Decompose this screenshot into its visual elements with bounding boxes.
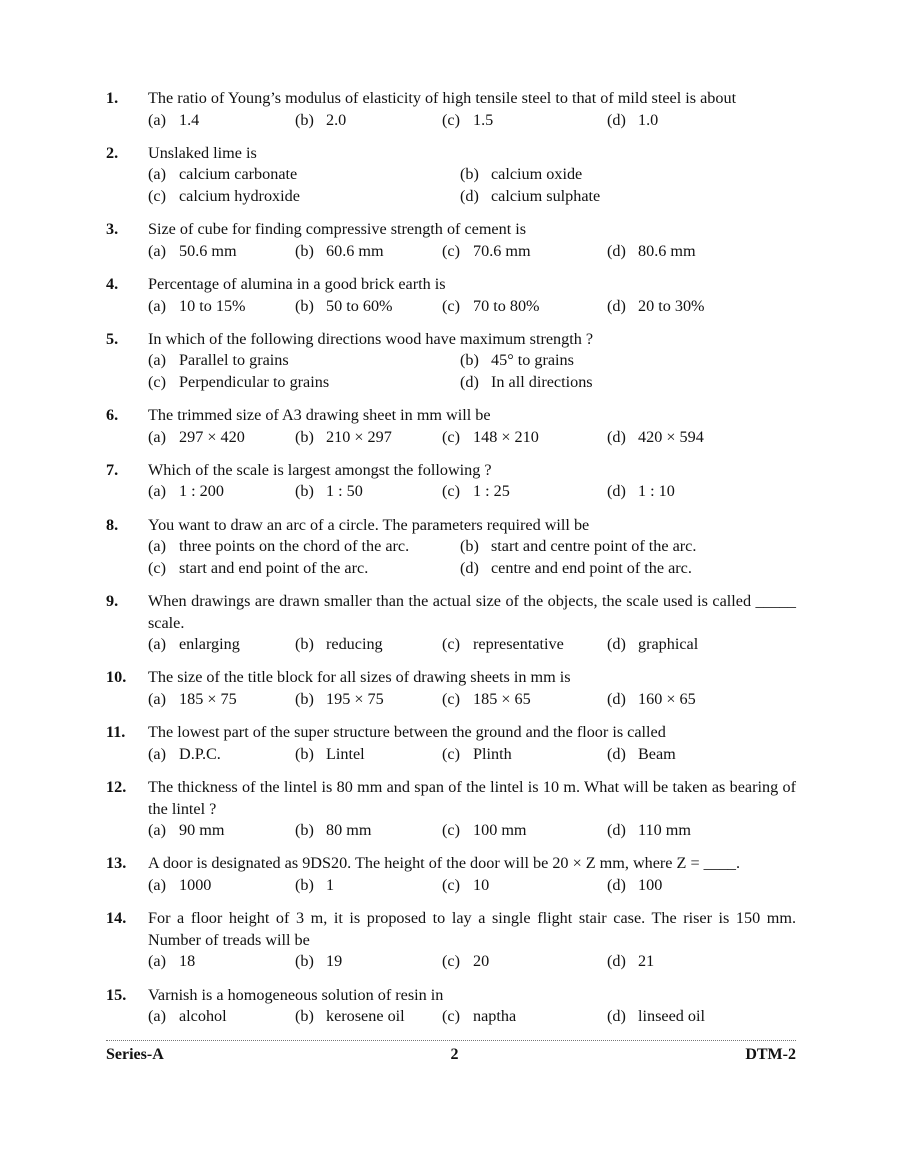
option-label: (b) (295, 296, 314, 315)
answer-options (148, 296, 796, 318)
answer-option (148, 951, 295, 973)
question-text: For a floor height of 3 m, it is proposed to lay a single flight stair case. The riser is 150 mm. Number of treads will be (148, 909, 796, 949)
option-text: 50.6 mm (179, 241, 237, 260)
option-text: 210 × 297 (326, 427, 392, 446)
series-label: Series-A (106, 1046, 164, 1063)
answer-option (148, 164, 460, 186)
option-text: 10 (473, 875, 490, 894)
answer-option (442, 744, 607, 766)
option-label: (d) (460, 558, 479, 577)
option-text: 70 to 80% (473, 296, 540, 315)
question-number: 6. (106, 406, 119, 425)
answer-options (148, 820, 796, 842)
option-label: (a) (148, 821, 166, 840)
question-item (106, 667, 796, 710)
question-item (106, 274, 796, 317)
option-label: (d) (460, 372, 479, 391)
answer-option (148, 689, 295, 711)
question-number: 11. (106, 723, 126, 742)
option-text: 185 × 65 (473, 690, 531, 708)
option-label: (d) (607, 744, 626, 763)
answer-option (442, 689, 607, 711)
question-item (106, 88, 796, 131)
answer-option (460, 186, 772, 208)
option-label: (a) (148, 296, 166, 315)
option-label: (b) (295, 241, 314, 260)
answer-options (148, 481, 796, 503)
answer-option (442, 296, 607, 318)
question-text: The lowest part of the super structure between the ground and the floor is called (148, 723, 666, 742)
option-text: three points on the chord of the arc. (179, 537, 410, 556)
answer-option (148, 427, 295, 449)
question-item (106, 908, 796, 973)
answer-option (148, 350, 460, 372)
answer-option (607, 481, 754, 503)
option-label: (b) (295, 875, 314, 894)
paper-code: DTM-2 (745, 1046, 796, 1063)
answer-options (148, 634, 796, 656)
answer-option (295, 296, 442, 318)
option-label: (c) (442, 952, 460, 971)
answer-option (607, 875, 754, 897)
answer-options (148, 110, 796, 132)
answer-option (148, 241, 295, 263)
option-label: (b) (460, 537, 479, 556)
option-text: 110 mm (638, 821, 691, 840)
option-text: 80 mm (326, 821, 372, 840)
option-label: (a) (148, 165, 166, 184)
question-item (106, 853, 796, 896)
option-text: calcium oxide (491, 165, 583, 184)
option-label: (b) (295, 821, 314, 840)
question-number: 8. (106, 515, 119, 534)
answer-option (442, 1006, 607, 1028)
option-label: (d) (607, 241, 626, 260)
option-text: 21 (638, 952, 655, 971)
question-item (106, 515, 796, 580)
option-label: (c) (442, 635, 460, 654)
option-label: (c) (442, 427, 460, 446)
option-text: 1.5 (473, 110, 494, 129)
option-text: reducing (326, 635, 383, 654)
question-item (106, 143, 796, 208)
answer-option (148, 875, 295, 897)
option-text: 60.6 mm (326, 241, 384, 260)
option-label: (d) (607, 875, 626, 894)
question-item (106, 777, 796, 842)
option-label: (c) (442, 241, 460, 260)
question-number: 9. (106, 592, 119, 611)
option-label: (c) (442, 744, 460, 763)
footer-divider (106, 1040, 796, 1041)
answer-options (148, 744, 796, 766)
option-label: (c) (442, 296, 460, 315)
option-text: 70.6 mm (473, 241, 531, 260)
option-text: 1000 (179, 875, 212, 894)
question-number: 1. (106, 89, 119, 107)
answer-option (148, 634, 295, 656)
option-text: linseed oil (638, 1007, 705, 1026)
option-label: (d) (607, 427, 626, 446)
option-label: (d) (607, 690, 626, 708)
answer-options (148, 875, 796, 897)
option-text: 20 (473, 952, 490, 971)
answer-option (295, 110, 442, 132)
option-label: (a) (148, 241, 166, 260)
option-label: (a) (148, 744, 166, 763)
option-text: Plinth (473, 744, 512, 763)
answer-options (148, 241, 796, 263)
option-label: (c) (148, 186, 166, 205)
answer-option (295, 875, 442, 897)
answer-option (442, 241, 607, 263)
option-label: (b) (295, 635, 314, 654)
option-text: 90 mm (179, 821, 225, 840)
option-label: (b) (295, 690, 314, 708)
question-list (106, 88, 796, 1039)
answer-option (607, 296, 754, 318)
option-text: alcohol (179, 1007, 227, 1026)
option-text: 45° to grains (491, 351, 574, 370)
option-label: (c) (442, 1007, 460, 1026)
option-text: representative (473, 635, 564, 654)
option-label: (d) (607, 482, 626, 501)
answer-option (607, 820, 754, 842)
option-text: 1 : 10 (638, 482, 675, 501)
answer-options (148, 951, 796, 973)
answer-option (442, 634, 607, 656)
question-text: The ratio of Young’s modulus of elasticity of high tensile steel to that of mild steel is about (148, 89, 737, 107)
option-label: (d) (460, 186, 479, 205)
option-text: 420 × 594 (638, 427, 704, 446)
option-label: (a) (148, 635, 166, 654)
option-text: calcium hydroxide (179, 186, 300, 205)
question-number: 2. (106, 143, 119, 162)
option-label: (d) (607, 821, 626, 840)
question-number: 15. (106, 985, 127, 1004)
answer-option (442, 820, 607, 842)
answer-option (148, 744, 295, 766)
option-text: 100 mm (473, 821, 527, 840)
option-label: (b) (295, 427, 314, 446)
option-label: (b) (295, 1007, 314, 1026)
question-text: In which of the following directions wood have maximum strength ? (148, 329, 594, 348)
answer-options (148, 350, 796, 393)
option-text: start and end point of the arc. (179, 558, 369, 577)
option-text: 10 to 15% (179, 296, 246, 315)
option-text: D.P.C. (179, 744, 221, 763)
answer-option (442, 110, 607, 132)
page-footer (106, 1046, 796, 1064)
option-label: (d) (607, 635, 626, 654)
answer-option (460, 558, 772, 580)
question-text: Which of the scale is largest amongst the following ? (148, 460, 492, 479)
option-label: (a) (148, 427, 166, 446)
option-label: (a) (148, 110, 166, 129)
answer-option (295, 481, 442, 503)
option-text: 1 : 200 (179, 482, 224, 501)
answer-option (148, 1006, 295, 1028)
answer-options (148, 536, 796, 579)
option-label: (b) (460, 165, 479, 184)
option-text: 297 × 420 (179, 427, 245, 446)
option-text: 18 (179, 952, 196, 971)
option-text: 1 : 25 (473, 482, 510, 501)
option-label: (a) (148, 351, 166, 370)
option-text: 185 × 75 (179, 690, 237, 708)
question-text: A door is designated as 9DS20. The height of the door will be 20 × Z mm, where Z = ____. (148, 854, 741, 873)
option-label: (a) (148, 690, 166, 708)
option-text: 1.0 (638, 110, 659, 129)
option-label: (c) (442, 482, 460, 501)
answer-option (607, 241, 754, 263)
option-text: Perpendicular to grains (179, 372, 330, 391)
option-label: (a) (148, 1007, 166, 1026)
option-text: Lintel (326, 744, 365, 763)
question-item (106, 722, 796, 765)
answer-option (148, 186, 460, 208)
option-label: (b) (295, 744, 314, 763)
option-text: 80.6 mm (638, 241, 696, 260)
answer-option (460, 372, 772, 394)
answer-option (148, 481, 295, 503)
question-text: Varnish is a homogeneous solution of resin in (148, 985, 444, 1004)
answer-option (607, 689, 754, 711)
option-label: (a) (148, 482, 166, 501)
answer-options (148, 427, 796, 449)
answer-options (148, 689, 796, 711)
question-number: 3. (106, 220, 119, 239)
question-item (106, 591, 796, 656)
option-text: 1 (326, 875, 335, 894)
question-item (106, 219, 796, 262)
answer-option (442, 427, 607, 449)
answer-option (295, 634, 442, 656)
option-text: kerosene oil (326, 1007, 405, 1026)
option-text: In all directions (491, 372, 593, 391)
option-label: (d) (607, 1007, 626, 1026)
question-number: 10. (106, 668, 127, 687)
question-text: The thickness of the lintel is 80 mm and span of the lintel is 10 m. What will be taken as bearing of the lintel ? (148, 777, 796, 818)
question-item (106, 329, 796, 394)
answer-option (295, 951, 442, 973)
answer-option (295, 1006, 442, 1028)
option-text: 2.0 (326, 110, 347, 129)
question-text: The trimmed size of A3 drawing sheet in mm will be (148, 406, 491, 425)
answer-option (295, 241, 442, 263)
answer-option (607, 744, 754, 766)
option-text: 195 × 75 (326, 690, 384, 708)
answer-option (148, 110, 295, 132)
question-item (106, 405, 796, 448)
answer-option (148, 558, 460, 580)
answer-option (442, 951, 607, 973)
answer-option (607, 634, 754, 656)
option-text: enlarging (179, 635, 240, 654)
page-number: 2 (450, 1046, 459, 1063)
question-text: The size of the title block for all sizes of drawing sheets in mm is (148, 668, 571, 687)
question-item (106, 985, 796, 1028)
option-label: (a) (148, 537, 166, 556)
option-text: Beam (638, 744, 676, 763)
question-text: You want to draw an arc of a circle. The parameters required will be (148, 515, 590, 534)
option-label: (b) (460, 351, 479, 370)
answer-option (148, 536, 460, 558)
answer-option (442, 875, 607, 897)
answer-option (460, 164, 772, 186)
answer-option (607, 951, 754, 973)
option-label: (d) (607, 110, 626, 129)
question-number: 5. (106, 329, 119, 348)
option-text: 100 (638, 875, 663, 894)
question-text: Percentage of alumina in a good brick earth is (148, 274, 446, 293)
option-label: (c) (442, 690, 460, 708)
option-text: graphical (638, 635, 699, 654)
question-text: Unslaked lime is (148, 143, 257, 162)
answer-option (295, 820, 442, 842)
question-number: 7. (106, 460, 119, 479)
option-label: (d) (607, 296, 626, 315)
answer-option (442, 481, 607, 503)
option-text: 20 to 30% (638, 296, 705, 315)
option-text: start and centre point of the arc. (491, 537, 697, 556)
answer-option (148, 820, 295, 842)
option-text: 50 to 60% (326, 296, 393, 315)
answer-option (607, 1006, 754, 1028)
answer-options (148, 164, 796, 207)
option-label: (c) (442, 110, 460, 129)
option-text: 1.4 (179, 110, 200, 129)
question-number: 13. (106, 854, 127, 873)
option-label: (b) (295, 482, 314, 501)
option-label: (a) (148, 875, 166, 894)
answer-option (607, 110, 754, 132)
answer-option (460, 350, 772, 372)
option-label: (c) (148, 372, 166, 391)
question-text: Size of cube for finding compressive strength of cement is (148, 220, 527, 239)
option-text: 1 : 50 (326, 482, 363, 501)
answer-option (148, 372, 460, 394)
question-number: 12. (106, 777, 127, 796)
option-label: (c) (442, 875, 460, 894)
option-text: calcium sulphate (491, 186, 601, 205)
option-label: (c) (442, 821, 460, 840)
option-label: (c) (148, 558, 166, 577)
answer-option (460, 536, 772, 558)
option-text: naptha (473, 1007, 517, 1026)
answer-option (148, 296, 295, 318)
option-text: calcium carbonate (179, 165, 298, 184)
option-label: (d) (607, 952, 626, 971)
option-text: Parallel to grains (179, 351, 289, 370)
answer-option (295, 689, 442, 711)
option-text: centre and end point of the arc. (491, 558, 692, 577)
answer-option (295, 427, 442, 449)
question-item (106, 460, 796, 503)
option-text: 160 × 65 (638, 690, 696, 708)
option-label: (b) (295, 952, 314, 971)
question-number: 4. (106, 274, 119, 293)
question-number: 14. (106, 909, 127, 928)
option-text: 148 × 210 (473, 427, 539, 446)
question-text: When drawings are drawn smaller than the actual size of the objects, the scale used is called _____ scale. (148, 592, 796, 632)
option-text: 19 (326, 952, 343, 971)
option-label: (b) (295, 110, 314, 129)
answer-option (607, 427, 754, 449)
answer-option (295, 744, 442, 766)
answer-options (148, 1006, 796, 1028)
option-label: (a) (148, 952, 166, 971)
